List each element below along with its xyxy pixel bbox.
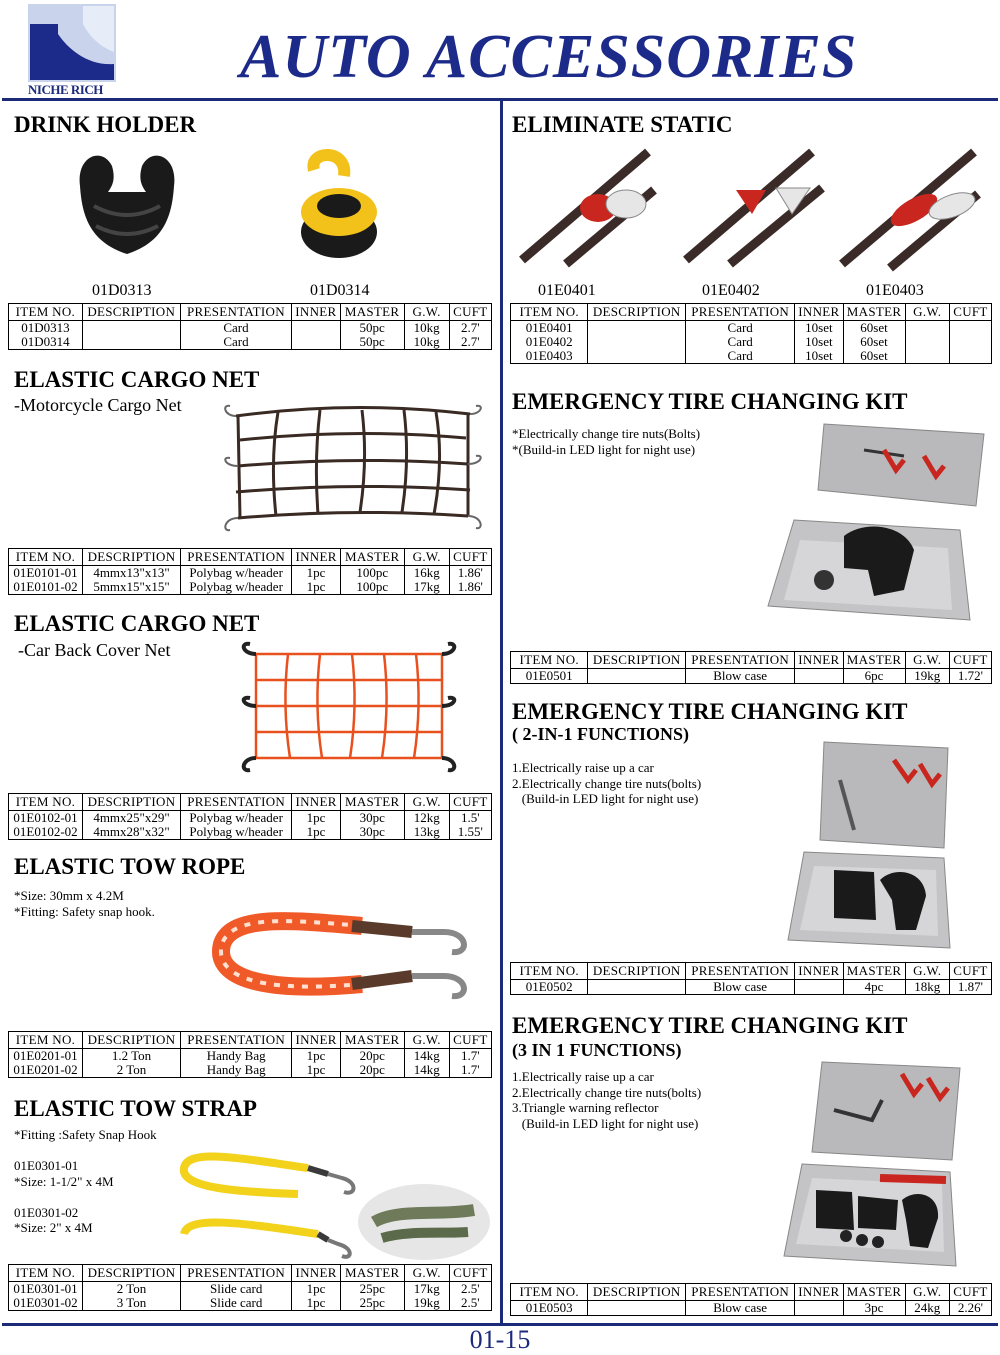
table-row [9, 580, 492, 595]
table-cell: 1.7' [449, 1049, 491, 1064]
table-cell: 1pc [292, 1296, 340, 1311]
table-cell: 01E0502 [511, 980, 588, 995]
table-cell: 1pc [292, 1049, 340, 1064]
table-cell: 1.86' [449, 566, 491, 581]
column-header: ITEM NO. [511, 652, 588, 669]
table-row [9, 811, 492, 826]
column-header: INNER [292, 549, 340, 566]
table-cell: 50pc [340, 321, 404, 336]
table-cell: Blow case [686, 1301, 795, 1316]
column-header: PRESENTATION [180, 1265, 291, 1282]
section-title-cargo-net-motorcycle: ELASTIC CARGO NET [14, 367, 260, 392]
section-subtitle: (3 IN 1 FUNCTIONS) [512, 1040, 682, 1060]
spec-table-tire-kit-3in1 [510, 1283, 992, 1316]
table-cell: 10kg [404, 321, 449, 336]
column-header: DESCRIPTION [83, 1265, 181, 1282]
table-cell: 01E0201-02 [9, 1063, 83, 1078]
column-header: CUFT [949, 652, 991, 669]
column-header: CUFT [949, 963, 991, 980]
table-cell: 4pc [843, 980, 905, 995]
table-cell [588, 321, 686, 336]
spec-table-tire-kit [510, 651, 992, 684]
table-row [511, 980, 992, 995]
table-cell [949, 349, 991, 364]
table-header-row [9, 794, 492, 811]
column-header: PRESENTATION [686, 1284, 795, 1301]
table-cell: 20pc [340, 1049, 404, 1064]
table-row [9, 1049, 492, 1064]
table-cell: Polybag w/header [180, 811, 291, 826]
table-row [9, 1282, 492, 1297]
column-header: ITEM NO. [9, 304, 83, 321]
section-title-tire-kit-3in1: EMERGENCY TIRE CHANGING KIT [512, 1013, 908, 1038]
product-notes: *Electrically change tire nuts(Bolts) *(Build-in LED light for night use) [512, 426, 701, 457]
table-cell: 6pc [843, 669, 905, 684]
column-header: CUFT [949, 1284, 991, 1301]
table-cell: 4mmx25"x29" [83, 811, 181, 826]
section-title-cargo-net-car: ELASTIC CARGO NET [14, 611, 260, 636]
column-header: DESCRIPTION [83, 549, 181, 566]
product-code: 01E0401 [538, 282, 596, 299]
section-subtitle: -Car Back Cover Net [18, 640, 171, 660]
column-header: G.W. [905, 652, 949, 669]
table-header-row [511, 304, 992, 321]
table-cell: Blow case [686, 980, 795, 995]
table-cell: 4mmx13"x13" [83, 566, 181, 581]
column-header: PRESENTATION [686, 963, 795, 980]
product-variants: 01E0301-01 *Size: 1-1/2" x 4M 01E0301-02 *Size: 2" x 4M [14, 1158, 114, 1235]
table-row [9, 321, 492, 336]
column-header: INNER [292, 1032, 340, 1049]
tire-kit-case-image [764, 420, 992, 638]
table-cell: 60set [843, 321, 905, 336]
table-cell: Card [180, 321, 291, 336]
table-cell: 10set [795, 321, 843, 336]
column-header: CUFT [449, 549, 491, 566]
car-back-cargo-net-image [232, 640, 468, 780]
table-cell: 1pc [292, 811, 340, 826]
table-cell [905, 335, 949, 349]
section-title-tow-strap: ELASTIC TOW STRAP [14, 1096, 257, 1121]
column-header: ITEM NO. [9, 1032, 83, 1049]
table-cell: Handy Bag [180, 1049, 291, 1064]
table-header-row [9, 1032, 492, 1049]
table-cell: 14kg [404, 1063, 449, 1078]
section-title-eliminate-static: ELIMINATE STATIC [512, 112, 733, 137]
table-cell: 2.7' [449, 321, 491, 336]
table-cell: Card [686, 321, 795, 336]
column-header: G.W. [404, 1032, 449, 1049]
static-strap-oval-image [838, 148, 984, 270]
column-header: MASTER [843, 304, 905, 321]
static-strap-round-image [518, 148, 658, 266]
table-cell [905, 321, 949, 336]
column-header: DESCRIPTION [82, 304, 180, 321]
table-cell: 2 Ton [83, 1063, 181, 1078]
column-header: G.W. [905, 304, 949, 321]
table-cell: 01E0401 [511, 321, 588, 336]
table-cell [588, 669, 686, 684]
section-subtitle: ( 2-IN-1 FUNCTIONS) [512, 724, 689, 744]
drink-holder-yellow-image [298, 150, 380, 260]
column-header: CUFT [949, 304, 991, 321]
section-title-tow-rope: ELASTIC TOW ROPE [14, 854, 246, 879]
drink-holder-black-image [72, 146, 182, 258]
elastic-tow-strap-image [178, 1138, 488, 1262]
table-cell: 01E0102-02 [9, 825, 83, 840]
column-header: DESCRIPTION [588, 1284, 686, 1301]
table-cell: Blow case [686, 669, 795, 684]
table-cell: 25pc [340, 1282, 404, 1297]
table-cell: 1.86' [449, 580, 491, 595]
table-cell [795, 669, 843, 684]
table-cell: 1.87' [949, 980, 991, 995]
table-cell: 01E0301-01 [9, 1282, 83, 1297]
page-number: 01-15 [469, 1325, 531, 1354]
table-cell: 01E0101-02 [9, 580, 83, 595]
table-cell: 1pc [292, 1282, 340, 1297]
product-code: 01D0314 [310, 282, 370, 299]
table-cell [905, 349, 949, 364]
table-row [511, 349, 992, 364]
column-header: MASTER [340, 794, 404, 811]
table-header-row [511, 963, 992, 980]
table-cell: 2 Ton [83, 1282, 181, 1297]
column-header: G.W. [905, 963, 949, 980]
column-header: MASTER [340, 1032, 404, 1049]
table-header-row [511, 1284, 992, 1301]
table-cell: 01E0301-02 [9, 1296, 83, 1311]
table-cell: 2.5' [449, 1296, 491, 1311]
table-cell: 25pc [340, 1296, 404, 1311]
table-cell: 19kg [404, 1296, 449, 1311]
table-cell: 1pc [292, 825, 340, 840]
column-header: ITEM NO. [9, 1265, 83, 1282]
table-cell: 60set [843, 349, 905, 364]
table-cell [292, 321, 340, 336]
table-row [511, 335, 992, 349]
table-cell: 16kg [404, 566, 449, 581]
table-row [9, 825, 492, 840]
table-header-row [9, 304, 492, 321]
table-cell: 10set [795, 335, 843, 349]
table-cell: 01E0102-01 [9, 811, 83, 826]
table-cell: 5mmx15"x15" [83, 580, 181, 595]
elastic-tow-rope-image [212, 904, 482, 1008]
table-cell [949, 335, 991, 349]
table-row [9, 335, 492, 350]
table-row [511, 1301, 992, 1316]
section-title-tire-kit: EMERGENCY TIRE CHANGING KIT [512, 389, 908, 414]
table-cell [949, 321, 991, 336]
table-cell [292, 335, 340, 350]
table-cell: 17kg [404, 1282, 449, 1297]
table-cell: 1.2 Ton [83, 1049, 181, 1064]
column-header: INNER [795, 963, 843, 980]
tire-kit-3in1-case-image [782, 1060, 962, 1272]
table-cell: 01D0314 [9, 335, 83, 350]
table-cell: 01E0402 [511, 335, 588, 349]
brand-logo [28, 4, 116, 97]
table-cell: 1pc [292, 580, 340, 595]
table-cell: Polybag w/header [180, 566, 291, 581]
table-cell: 10set [795, 349, 843, 364]
table-cell: 1pc [292, 1063, 340, 1078]
table-cell: 2.7' [449, 335, 491, 350]
product-notes: 1.Electrically raise up a car 2.Electrically change tire nuts(bolts) 3.Triangle warning reflector (Build-in LED light for night use) [512, 1069, 702, 1131]
column-header: MASTER [340, 1265, 404, 1282]
product-notes: *Fitting :Safety Snap Hook [14, 1127, 157, 1142]
table-cell: 2.26' [949, 1301, 991, 1316]
column-header: ITEM NO. [511, 963, 588, 980]
table-row [511, 669, 992, 684]
column-header: ITEM NO. [9, 794, 83, 811]
spec-table-tow-rope [8, 1031, 492, 1078]
table-cell: 19kg [905, 669, 949, 684]
section-title-tire-kit-2in1: EMERGENCY TIRE CHANGING KIT [512, 699, 908, 724]
table-cell: Polybag w/header [180, 580, 291, 595]
product-code: 01D0313 [92, 282, 152, 299]
table-header-row [9, 549, 492, 566]
table-cell [795, 1301, 843, 1316]
column-header: G.W. [404, 549, 449, 566]
product-notes: *Size: 30mm x 4.2M *Fitting: Safety snap hook. [14, 888, 155, 919]
table-cell: Slide card [180, 1296, 291, 1311]
spec-table-tow-strap [8, 1264, 492, 1311]
table-cell: 2.5' [449, 1282, 491, 1297]
column-header: INNER [292, 794, 340, 811]
table-cell: 14kg [404, 1049, 449, 1064]
column-header: DESCRIPTION [588, 304, 686, 321]
table-cell: 01E0201-01 [9, 1049, 83, 1064]
brand-name: NICHE RICH [28, 82, 103, 97]
table-cell [588, 980, 686, 995]
table-row [9, 1063, 492, 1078]
table-cell: 1.5' [449, 811, 491, 826]
column-divider [500, 98, 503, 1326]
table-cell: 3pc [843, 1301, 905, 1316]
column-header: INNER [795, 652, 843, 669]
table-cell: 17kg [404, 580, 449, 595]
column-header: PRESENTATION [180, 794, 291, 811]
table-cell: Card [686, 349, 795, 364]
column-header: PRESENTATION [180, 1032, 291, 1049]
column-header: MASTER [843, 1284, 905, 1301]
table-cell [588, 1301, 686, 1316]
table-header-row [9, 1265, 492, 1282]
table-cell: 1.72' [949, 669, 991, 684]
column-header: ITEM NO. [9, 549, 83, 566]
column-header: CUFT [449, 1032, 491, 1049]
table-cell: 12kg [404, 811, 449, 826]
table-cell: 1.55' [449, 825, 491, 840]
column-header: CUFT [449, 1265, 491, 1282]
table-cell: 30pc [340, 825, 404, 840]
table-cell: 4mmx28"x32" [83, 825, 181, 840]
table-header-row [511, 652, 992, 669]
table-cell: Slide card [180, 1282, 291, 1297]
column-header: DESCRIPTION [588, 963, 686, 980]
table-cell: 01E0501 [511, 669, 588, 684]
table-cell: 01E0101-01 [9, 566, 83, 581]
table-cell [795, 980, 843, 995]
niche-rich-logo-icon [28, 4, 116, 82]
table-row [9, 1296, 492, 1311]
column-header: PRESENTATION [686, 304, 795, 321]
column-header: MASTER [843, 652, 905, 669]
column-header: G.W. [404, 1265, 449, 1282]
table-cell: Card [180, 335, 291, 350]
table-cell: 01E0503 [511, 1301, 588, 1316]
column-header: DESCRIPTION [588, 652, 686, 669]
tire-kit-2in1-case-image [784, 740, 954, 952]
table-cell: Polybag w/header [180, 825, 291, 840]
table-cell: Handy Bag [180, 1063, 291, 1078]
column-header: CUFT [449, 794, 491, 811]
column-header: CUFT [449, 304, 491, 321]
column-header: INNER [795, 1284, 843, 1301]
table-cell [82, 335, 180, 350]
motorcycle-cargo-net-image [218, 400, 488, 535]
column-header: G.W. [905, 1284, 949, 1301]
table-row [511, 321, 992, 336]
table-cell: 13kg [404, 825, 449, 840]
column-header: ITEM NO. [511, 1284, 588, 1301]
table-cell: 1.7' [449, 1063, 491, 1078]
product-code: 01E0402 [702, 282, 760, 299]
column-header: MASTER [843, 963, 905, 980]
table-cell: 1pc [292, 566, 340, 581]
product-code: 01E0403 [866, 282, 924, 299]
spec-table-tire-kit-2in1 [510, 962, 992, 995]
column-header: INNER [795, 304, 843, 321]
column-header: INNER [292, 304, 340, 321]
table-cell: 18kg [905, 980, 949, 995]
table-cell: 3 Ton [83, 1296, 181, 1311]
table-row [9, 566, 492, 581]
section-subtitle: -Motorcycle Cargo Net [14, 395, 182, 415]
spec-table-drink-holder [8, 303, 492, 350]
table-cell [82, 321, 180, 336]
table-cell: 10kg [404, 335, 449, 350]
column-header: MASTER [340, 549, 404, 566]
table-cell: 60set [843, 335, 905, 349]
table-cell: 20pc [340, 1063, 404, 1078]
column-header: G.W. [404, 304, 449, 321]
table-cell: Card [686, 335, 795, 349]
table-cell [588, 349, 686, 364]
table-cell: 50pc [340, 335, 404, 350]
column-header: PRESENTATION [180, 304, 291, 321]
table-cell [588, 335, 686, 349]
spec-table-cargo-net-motorcycle [8, 548, 492, 595]
table-cell: 30pc [340, 811, 404, 826]
section-title-drink-holder: DRINK HOLDER [14, 112, 197, 137]
column-header: INNER [292, 1265, 340, 1282]
table-cell: 100pc [340, 580, 404, 595]
column-header: PRESENTATION [686, 652, 795, 669]
column-header: G.W. [404, 794, 449, 811]
column-header: DESCRIPTION [83, 1032, 181, 1049]
page-title: AUTO ACCESSORIES [240, 23, 858, 91]
table-cell: 01D0313 [9, 321, 83, 336]
spec-table-cargo-net-car [8, 793, 492, 840]
static-strap-triangle-image [682, 148, 828, 266]
product-notes: 1.Electrically raise up a car 2.Electrically change tire nuts(bolts) (Build-in LED light for night use) [512, 760, 702, 806]
table-cell: 01E0403 [511, 349, 588, 364]
column-header: MASTER [340, 304, 404, 321]
table-cell: 24kg [905, 1301, 949, 1316]
spec-table-eliminate-static [510, 303, 992, 364]
column-header: ITEM NO. [511, 304, 588, 321]
table-cell: 100pc [340, 566, 404, 581]
column-header: PRESENTATION [180, 549, 291, 566]
column-header: DESCRIPTION [83, 794, 181, 811]
